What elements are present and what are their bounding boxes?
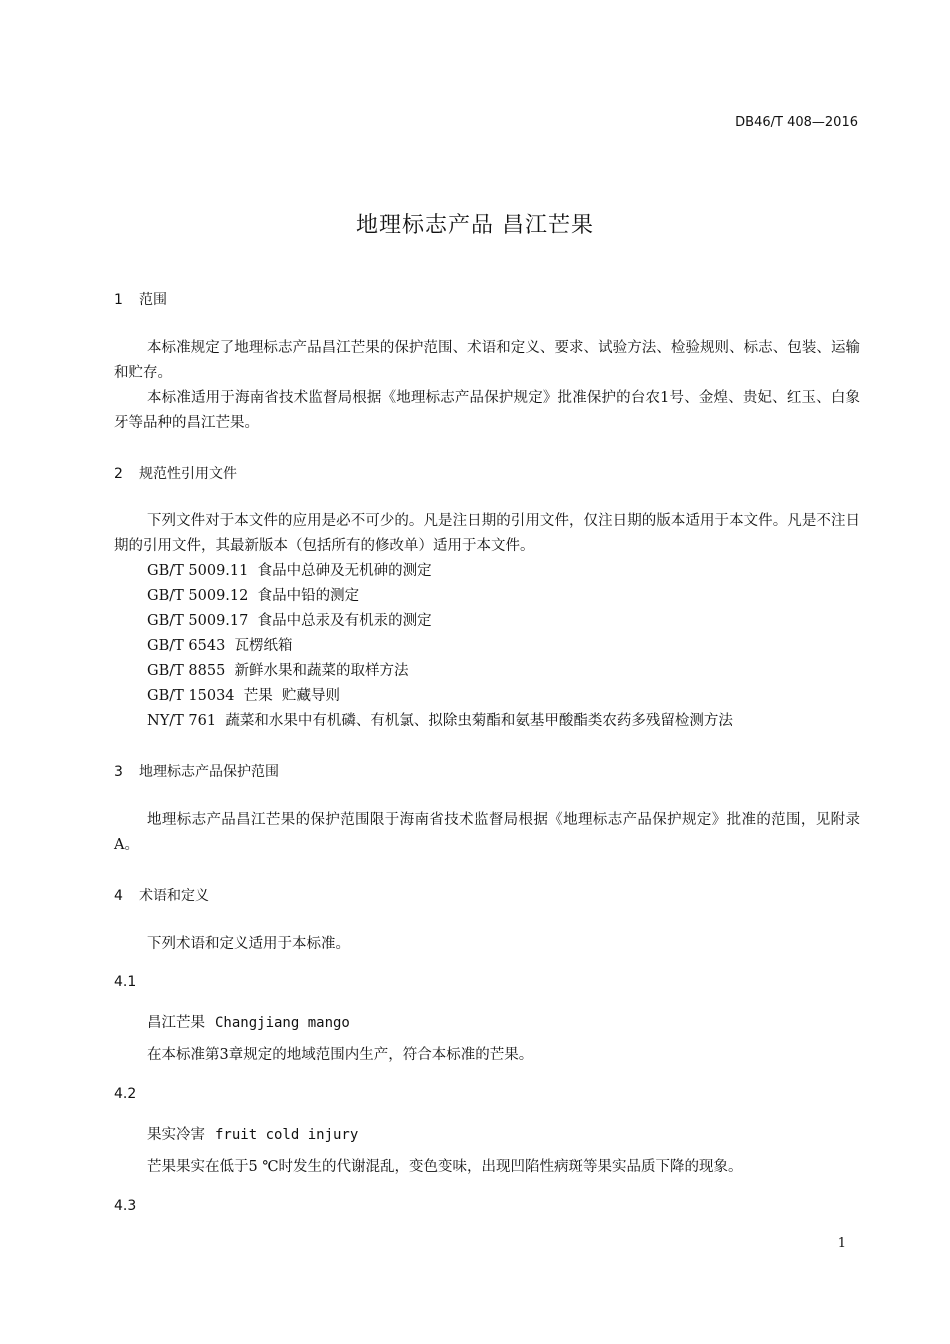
term-zh: 昌江芒果 [147, 1015, 205, 1031]
reference-item: GB/T 6543 瓦楞纸箱 [147, 638, 293, 654]
reference-item: NY/T 761 蔬菜和水果中有机磷、有机氯、拟除虫菊酯和氨基甲酸酯类农药多残留检测方法 [147, 713, 733, 729]
section-4-heading [114, 885, 209, 905]
section-4-intro: 下列术语和定义适用于本标准。 [147, 936, 350, 952]
section-number: 1 [114, 292, 123, 308]
section-1-paragraph-2: 本标准适用于海南省技术监督局根据《地理标志产品保护规定》批准保护的台农1号、金煌、贵妃、红玉、白象牙等品种的昌江芒果。 [114, 390, 860, 431]
reference-item: GB/T 15034 芒果 贮藏导则 [147, 688, 340, 704]
term-zh: 果实冷害 [147, 1127, 205, 1143]
section-title: 术语和定义 [139, 888, 209, 904]
section-title: 地理标志产品保护范围 [139, 764, 279, 780]
term-en: fruit cold injury [215, 1127, 359, 1143]
section-title: 规范性引用文件 [139, 466, 237, 482]
section-number: 3 [114, 764, 123, 780]
section-2-heading [114, 463, 237, 483]
section-1-heading [114, 289, 167, 309]
section-2-intro: 下列文件对于本文件的应用是必不可少的。凡是注日期的引用文件，仅注日期的版本适用于本文件。凡是不注日期的引用文件，其最新版本（包括所有的修改单）适用于本文件。 [114, 513, 860, 554]
reference-item: GB/T 5009.11 食品中总砷及无机砷的测定 [147, 563, 432, 579]
term-number: 4.3 [114, 1198, 137, 1214]
term-number: 4.1 [114, 974, 137, 990]
term-number: 4.2 [114, 1086, 137, 1102]
term-definition: 在本标准第3章规定的地域范围内生产，符合本标准的芒果。 [147, 1047, 534, 1063]
reference-item: GB/T 5009.12 食品中铅的测定 [147, 588, 360, 604]
standard-code: DB46/T 408—2016 [735, 115, 858, 130]
reference-item: GB/T 8855 新鲜水果和蔬菜的取样方法 [147, 663, 409, 679]
section-number: 2 [114, 466, 123, 482]
reference-item: GB/T 5009.17 食品中总汞及有机汞的测定 [147, 613, 432, 629]
section-title: 范围 [139, 292, 167, 308]
section-number: 4 [114, 888, 123, 904]
section-1-paragraph-1: 本标准规定了地理标志产品昌江芒果的保护范围、术语和定义、要求、试验方法、检验规则、标志、包装、运输和贮存。 [114, 340, 860, 381]
page-number: 1 [837, 1236, 846, 1251]
term-4-2 [147, 1123, 358, 1144]
document-title: 地理标志产品 昌江芒果 [356, 213, 594, 238]
section-3-heading [114, 761, 279, 781]
term-4-1 [147, 1011, 350, 1032]
term-definition: 芒果果实在低于5 ℃时发生的代谢混乱，变色变味，出现凹陷性病斑等果实品质下降的现象。 [147, 1159, 743, 1175]
section-3-paragraph: 地理标志产品昌江芒果的保护范围限于海南省技术监督局根据《地理标志产品保护规定》批准的范围，见附录A。 [114, 812, 860, 853]
term-en: Changjiang mango [215, 1015, 350, 1031]
